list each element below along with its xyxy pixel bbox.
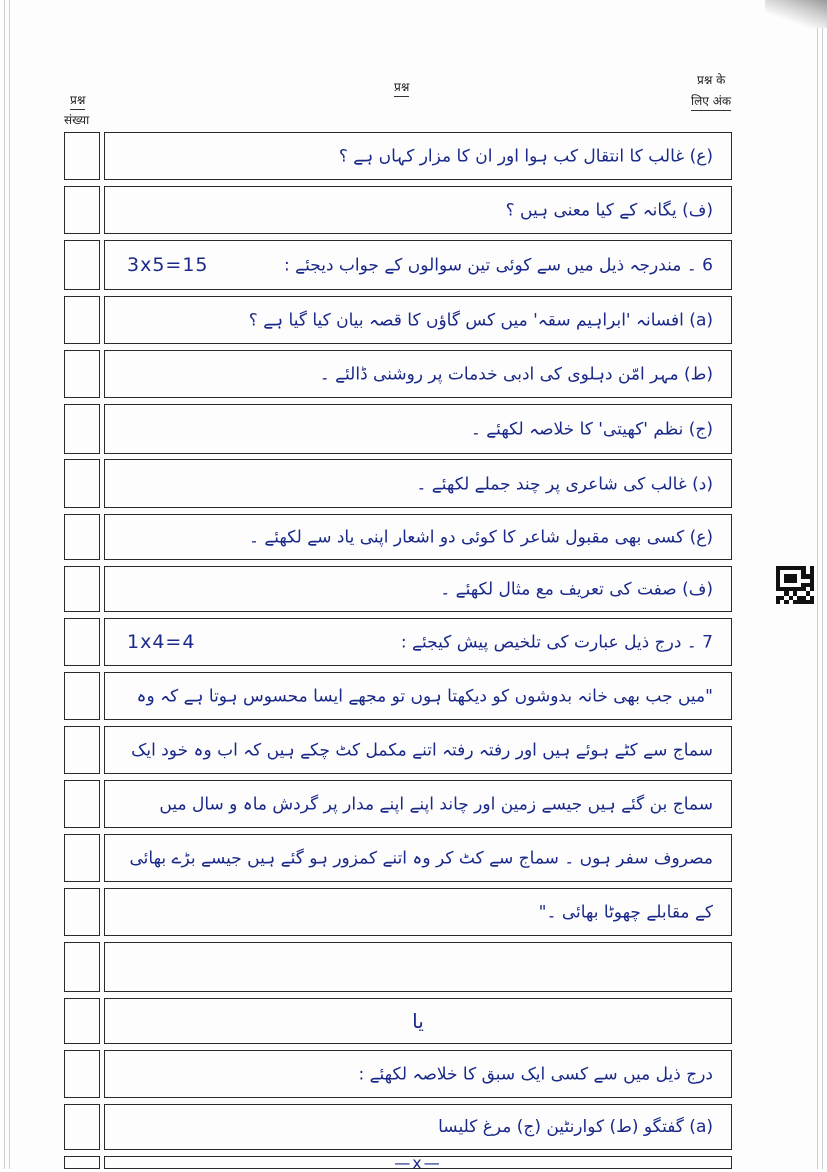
question-row (64, 780, 732, 828)
end-of-paper-mark: —x— (394, 1153, 442, 1172)
folded-corner (765, 0, 827, 28)
question-row (64, 942, 732, 992)
question-row (64, 459, 732, 508)
question-text: سماج سے کٹے ہوئے ہیں اور رفتہ رفتہ اتنے مکمل کٹ چکے ہیں کہ اب وہ خود ایک (131, 740, 713, 761)
question-row (64, 834, 732, 882)
question-text: (a) افسانہ 'ابراہیم سقہ' میں کس گاؤں کا قصہ بیان کیا گیا ہے ؟ (248, 310, 713, 331)
question-number-cell (64, 1050, 100, 1098)
question-row (64, 888, 732, 936)
question-number-cell (64, 459, 100, 508)
question-number-cell (64, 672, 100, 720)
question-text-cell (104, 672, 732, 720)
question-number-cell (64, 618, 100, 666)
question-number-cell (64, 404, 100, 454)
question-row (64, 514, 732, 560)
question-number-cell (64, 350, 100, 398)
question-row (64, 404, 732, 454)
question-text: (ط) مہر امّن دہلوی کی ادبی خدمات پر روشنی ڈالئے ۔ (319, 364, 713, 385)
question-number-cell (64, 888, 100, 936)
question-number-cell (64, 240, 100, 290)
question-text-cell (104, 780, 732, 828)
question-row (64, 726, 732, 774)
qr-code (776, 566, 814, 604)
question-text-cell (104, 998, 732, 1044)
question-text-cell (104, 1153, 732, 1172)
paper-edge (822, 0, 823, 1169)
paper-edge (9, 0, 10, 1169)
column-header-marks-1: प्रश्न के (697, 73, 726, 87)
question-number-cell (64, 834, 100, 882)
question-text: (ع) غالب کا انتقال کب ہوا اور ان کا مزار کہاں ہے ؟ (338, 146, 713, 167)
question-number-cell (64, 132, 100, 180)
question-text-cell (104, 566, 732, 612)
question-row (64, 1050, 732, 1098)
question-text-cell (104, 350, 732, 398)
question-number-cell (64, 942, 100, 992)
question-number-cell (64, 1104, 100, 1150)
question-number-cell (64, 186, 100, 234)
question-text-cell (104, 296, 732, 344)
question-row (64, 1153, 732, 1172)
question-text: (ع) کسی بھی مقبول شاعر کا کوئی دو اشعار اپنی یاد سے لکھئے ۔ (248, 527, 713, 548)
question-number-cell (64, 726, 100, 774)
question-text: یا (412, 1009, 424, 1033)
question-number-cell (64, 296, 100, 344)
question-text-cell (104, 514, 732, 560)
question-text-cell (104, 186, 732, 234)
question-text: 6 ۔ مندرجہ ذیل میں سے کوئی تین سوالوں کے جواب دیجئے : (284, 255, 713, 276)
question-row (64, 350, 732, 398)
column-header-number-2: संख्या (64, 113, 90, 127)
question-row (64, 132, 732, 180)
question-text-cell (104, 459, 732, 508)
question-text-cell (104, 1050, 732, 1098)
question-number-cell (64, 780, 100, 828)
column-header-number-1: प्रश्न (70, 91, 85, 110)
column-header-marks-2: लिए अंक (691, 92, 731, 111)
question-text-cell (104, 1104, 732, 1150)
question-text: سماج بن گئے ہیں جیسے زمین اور چاند اپنے اپنے مدار پر گردش ماہ و سال میں (159, 794, 713, 815)
question-text: 7 ۔ درج ذیل عبارت کی تلخیص پیش کیجئے : (400, 632, 713, 653)
question-text-cell (104, 618, 732, 666)
question-text: (ف) صفت کی تعریف مع مثال لکھئے ۔ (440, 579, 713, 600)
question-text-cell (104, 240, 732, 290)
marks-allocation: 1x4=4 (127, 631, 196, 653)
marks-allocation: 3x5=15 (127, 254, 209, 276)
question-row (64, 566, 732, 612)
question-text: (د) غالب کی شاعری پر چند جملے لکھئے ۔ (416, 474, 713, 494)
question-text-cell (104, 942, 732, 992)
question-row (64, 618, 732, 666)
question-text-cell (104, 726, 732, 774)
question-row (64, 240, 732, 290)
question-row (64, 672, 732, 720)
question-number-cell (64, 514, 100, 560)
question-text-cell (104, 834, 732, 882)
paper-edge (817, 0, 818, 1169)
question-text: مصروف سفر ہوں ۔ سماج سے کٹ کر وہ اتنے کمزور ہو گئے ہیں جیسے بڑے بھائی (129, 848, 713, 869)
question-text: درج ذیل میں سے کسی ایک سبق کا خلاصہ لکھئے : (358, 1064, 713, 1085)
question-number-cell (64, 566, 100, 612)
question-text: "میں جب بھی خانہ بدوشوں کو دیکھتا ہوں تو مجھے ایسا محسوس ہوتا ہے کہ وہ (136, 686, 713, 707)
paper-edge (4, 0, 5, 1169)
question-text: (a) گفتگو (ط) کوارنٹین (ج) مرغ کلیسا (438, 1117, 713, 1137)
question-row (64, 1104, 732, 1150)
question-number-cell (64, 1156, 100, 1169)
question-row (64, 998, 732, 1044)
question-text-cell (104, 132, 732, 180)
question-text: (ف) یگانہ کے کیا معنی ہیں ؟ (505, 200, 713, 221)
question-text-cell (104, 404, 732, 454)
question-row (64, 186, 732, 234)
question-number-cell (64, 998, 100, 1044)
question-text: کے مقابلے چھوٹا بھائی ۔" (538, 902, 713, 923)
column-header-question: प्रश्न (394, 78, 409, 97)
question-row (64, 296, 732, 344)
question-text: (ج) نظم 'کھیتی' کا خلاصہ لکھئے ۔ (470, 419, 713, 440)
question-text-cell (104, 888, 732, 936)
